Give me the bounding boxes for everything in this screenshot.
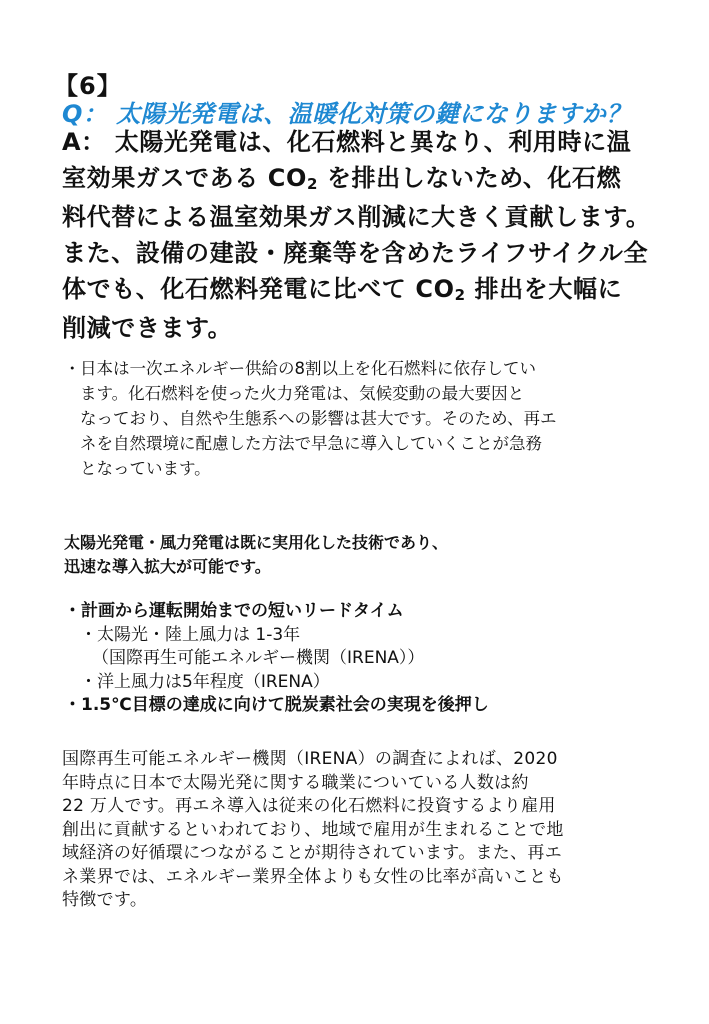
bullet-dot: ・ [64, 359, 81, 378]
employment-paragraph [62, 748, 682, 913]
answer-line: A： 太陽光発電は、化石燃料と異なり、利用時に温 [62, 128, 632, 156]
subscript: 2 [454, 286, 466, 304]
subscript: 2 [306, 175, 319, 193]
answer-text: 排出を大幅に [465, 275, 623, 303]
answer-line [62, 271, 702, 310]
paragraph-line: 年時点に日本で太陽光発に関する職業についている人数は約 [62, 772, 529, 793]
bullet-line: ます。化石燃料を使った火力発電は、気候変動の最大要因と [80, 384, 525, 403]
list-subitem: （国際再生可能エネルギー機関（IRENA）） [92, 648, 425, 668]
answer-line: 料代替による温室効果ガス削減に大きく貢献します。 [62, 203, 651, 231]
answer-text: を排出しないため、化石燃 [318, 164, 622, 192]
statement-line: 太陽光発電・風力発電は既に実用化した技術であり、 [64, 533, 449, 552]
list-subitem: ・洋上風力は5年程度（IRENA） [80, 671, 330, 692]
bullet-paragraph [64, 356, 664, 481]
bullet-line [64, 356, 664, 381]
bullet-text: 日本は一次エネルギー供給の8割以上を化石燃料に依存してい [80, 359, 536, 378]
paragraph-line: 国際再生可能エネルギー機関（IRENA）の調査によれば、2020 [62, 749, 558, 769]
paragraph-line: ネ業界では、エネルギー業界全体よりも女性の比率が高いことも [62, 866, 564, 887]
bullet-line: となっています。 [80, 459, 211, 478]
answer-text: 体でも、化石燃料発電に比べて CO [62, 275, 455, 303]
answer-block [62, 124, 702, 346]
list-item: ・計画から運転開始までの短いリードタイム [64, 601, 404, 621]
paragraph-line: 特徴です。 [62, 890, 148, 910]
answer-line: また、設備の建設・廃棄等を含めたライフサイクル全 [62, 239, 649, 267]
statement-line: 迅速な導入拡大が可能です。 [64, 557, 271, 576]
lead-time-list [64, 600, 664, 718]
list-subitem: ・太陽光・陸上風力は 1-3年 [80, 624, 301, 645]
section-number: 【6】 [54, 72, 122, 100]
bullet-line: なっており、自然や生態系への影響は甚大です。そのため、再エ [80, 409, 557, 428]
paragraph-line: 域経済の好循環につながることが期待されています。また、再エ [62, 843, 562, 863]
paragraph-line: 22 万人です。再エネ導入は従来の化石燃料に投資するより雇用 [62, 796, 556, 816]
question-heading: Q： 太陽光発電は、温暖化対策の鍵になりますか？ [62, 100, 631, 128]
bold-statement [64, 531, 664, 579]
answer-text: 室効果ガスである CO [62, 164, 307, 192]
answer-line [62, 160, 702, 199]
list-item: ・1.5℃目標の達成に向けて脱炭素社会の実現を後押し [64, 695, 489, 715]
paragraph-line: 創出に貢献するといわれており、地域で雇用が生まれることで地 [62, 819, 564, 840]
bullet-line: ネを自然環境に配慮した方法で早急に導入していくことが急務 [80, 434, 542, 453]
answer-line: 削減できます。 [62, 314, 233, 342]
